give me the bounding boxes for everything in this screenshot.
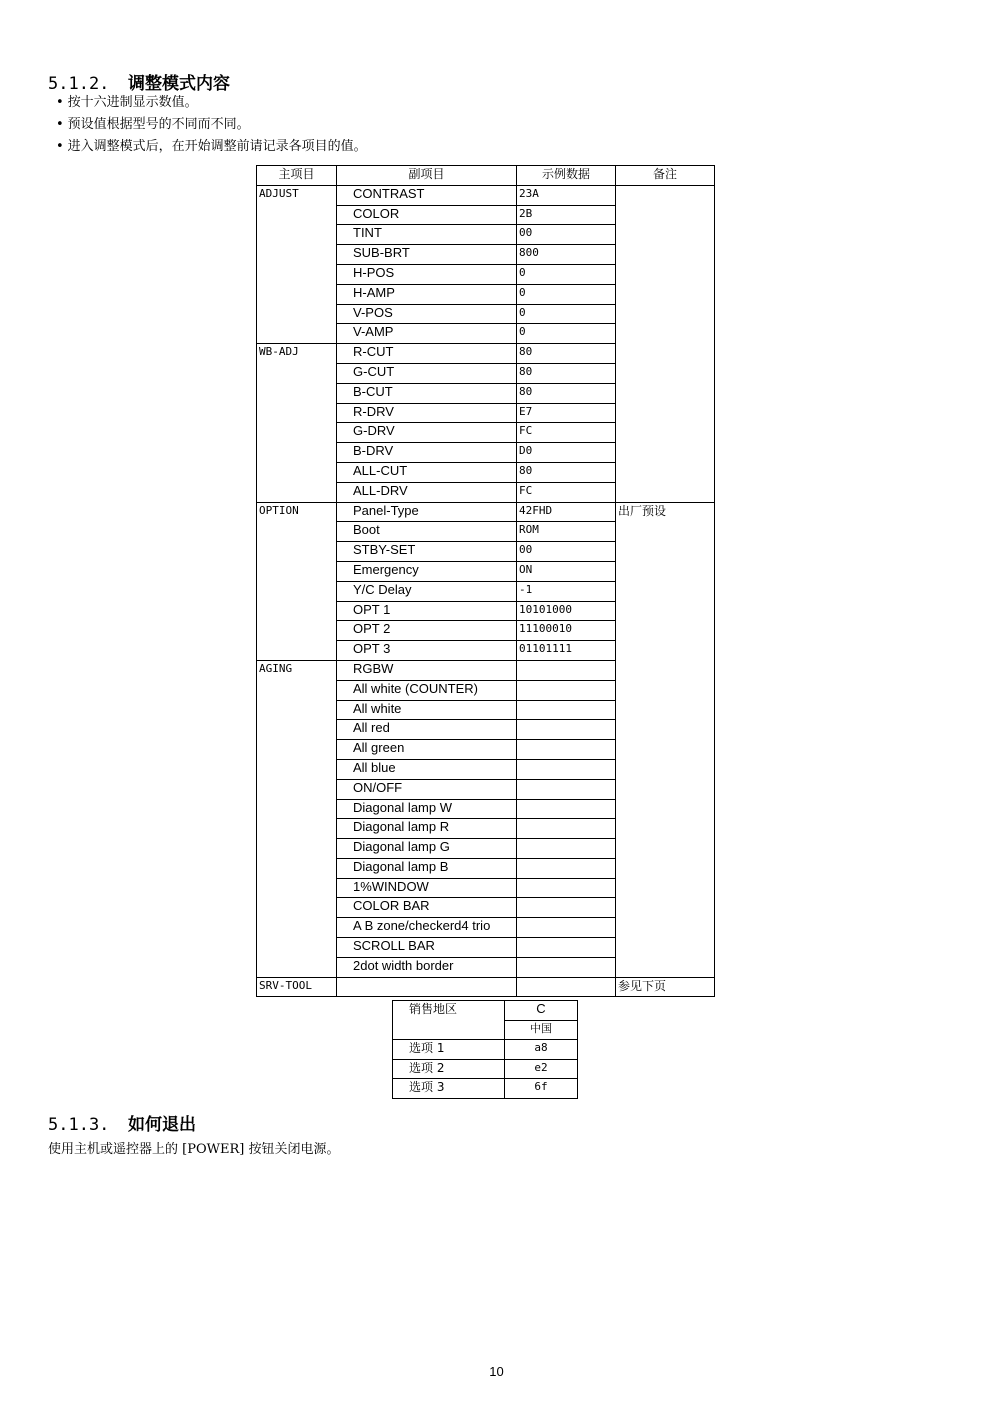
region-name: 中国 <box>505 1020 578 1040</box>
example-value-cell <box>517 938 616 958</box>
example-value-cell: 11100010 <box>517 621 616 641</box>
region-code: C <box>505 1001 578 1021</box>
example-value-cell: D0 <box>517 443 616 463</box>
exit-instruction: 使用主机或遥控器上的 [POWER] 按钮关闭电源。 <box>48 1142 340 1157</box>
region-row-label: 选项 1 <box>393 1040 505 1060</box>
sub-item-cell: CONTRAST <box>337 185 517 205</box>
sub-item-cell: A B zone/checkerd4 trio <box>337 918 517 938</box>
sub-item-cell: H-POS <box>337 264 517 284</box>
bullet-item: • 进入调整模式后，在开始调整前请记录各项目的值。 <box>56 137 367 159</box>
sub-item-cell: Diagonal lamp B <box>337 858 517 878</box>
sub-item-cell: B-DRV <box>337 443 517 463</box>
region-row-value: a8 <box>505 1040 578 1060</box>
sub-item-cell: All green <box>337 740 517 760</box>
example-value-cell: 10101000 <box>517 601 616 621</box>
example-value-cell <box>517 819 616 839</box>
example-value-cell: 80 <box>517 462 616 482</box>
region-row-value: 6f <box>505 1079 578 1099</box>
sub-item-cell: All blue <box>337 759 517 779</box>
region-row <box>393 1079 578 1099</box>
bullet-item: • 预设值根据型号的不同而不同。 <box>56 115 367 137</box>
region-header-row <box>393 1001 578 1021</box>
main-item-cell: AGING <box>257 660 337 977</box>
example-value-cell <box>517 680 616 700</box>
sub-item-cell: OPT 2 <box>337 621 517 641</box>
note-cell <box>616 185 715 502</box>
sub-item-cell: V-AMP <box>337 324 517 344</box>
region-row-label: 选项 3 <box>393 1079 505 1099</box>
example-value-cell <box>517 977 616 997</box>
table-body <box>257 185 715 997</box>
section-number: 5.1.3. <box>48 1115 110 1135</box>
example-value-cell <box>517 839 616 859</box>
sub-item-cell: ON/OFF <box>337 779 517 799</box>
example-value-cell <box>517 858 616 878</box>
sub-item-cell: R-DRV <box>337 403 517 423</box>
region-header-label: 销售地区 <box>393 1001 505 1021</box>
sub-item-cell: Diagonal lamp G <box>337 839 517 859</box>
sub-item-cell: Panel-Type <box>337 502 517 522</box>
region-row <box>393 1040 578 1060</box>
sub-item-cell: OPT 3 <box>337 641 517 661</box>
example-value-cell <box>517 740 616 760</box>
example-value-cell: FC <box>517 423 616 443</box>
example-value-cell: 01101111 <box>517 641 616 661</box>
example-value-cell: 0 <box>517 264 616 284</box>
example-value-cell <box>517 700 616 720</box>
header-example-data: 示例数据 <box>517 166 616 186</box>
header-note: 备注 <box>616 166 715 186</box>
sub-item-cell: COLOR BAR <box>337 898 517 918</box>
example-value-cell <box>517 878 616 898</box>
header-sub-item: 副项目 <box>337 166 517 186</box>
note-cell: 参见下页 <box>616 977 715 997</box>
example-value-cell: ON <box>517 561 616 581</box>
example-value-cell <box>517 799 616 819</box>
main-item-cell: SRV-TOOL <box>257 977 337 997</box>
sub-item-cell: B-CUT <box>337 383 517 403</box>
example-value-cell: -1 <box>517 581 616 601</box>
region-row-value: e2 <box>505 1059 578 1079</box>
example-value-cell: 0 <box>517 284 616 304</box>
example-value-cell: ROM <box>517 522 616 542</box>
sub-item-cell: SCROLL BAR <box>337 938 517 958</box>
bullet-item: • 按十六进制显示数值。 <box>56 93 367 115</box>
table-row <box>257 977 715 997</box>
example-value-cell <box>517 759 616 779</box>
bullet-list <box>56 93 367 159</box>
example-value-cell <box>517 918 616 938</box>
section-title: 调整模式内容 <box>128 74 230 94</box>
sub-item-cell: RGBW <box>337 660 517 680</box>
adjust-mode-table <box>256 165 715 997</box>
sub-item-cell: SUB-BRT <box>337 245 517 265</box>
sub-item-cell: All white <box>337 700 517 720</box>
sub-item-cell: 1%WINDOW <box>337 878 517 898</box>
example-value-cell <box>517 779 616 799</box>
sub-item-cell: ALL-CUT <box>337 462 517 482</box>
sub-item-cell: All white (COUNTER) <box>337 680 517 700</box>
region-row-label: 选项 2 <box>393 1059 505 1079</box>
example-value-cell: 23A <box>517 185 616 205</box>
example-value-cell: 800 <box>517 245 616 265</box>
header-main-item: 主项目 <box>257 166 337 186</box>
example-value-cell <box>517 898 616 918</box>
example-value-cell: 2B <box>517 205 616 225</box>
main-item-cell: ADJUST <box>257 185 337 343</box>
example-value-cell <box>517 660 616 680</box>
example-value-cell: 00 <box>517 542 616 562</box>
sub-item-cell: R-CUT <box>337 344 517 364</box>
note-cell: 出厂预设 <box>616 502 715 977</box>
sub-item-cell <box>337 977 517 997</box>
sales-region-table <box>392 1000 578 1099</box>
example-value-cell: 00 <box>517 225 616 245</box>
example-value-cell: 0 <box>517 304 616 324</box>
region-empty-cell <box>393 1020 505 1040</box>
sub-item-cell: All red <box>337 720 517 740</box>
section-title: 如何退出 <box>128 1115 196 1135</box>
example-value-cell <box>517 720 616 740</box>
sub-item-cell: OPT 1 <box>337 601 517 621</box>
sub-item-cell: H-AMP <box>337 284 517 304</box>
table-header-row <box>257 166 715 186</box>
example-value-cell: FC <box>517 482 616 502</box>
sub-item-cell: COLOR <box>337 205 517 225</box>
section-heading-512 <box>48 69 230 94</box>
sub-item-cell: G-CUT <box>337 363 517 383</box>
region-row <box>393 1059 578 1079</box>
main-item-cell: WB-ADJ <box>257 344 337 502</box>
sub-item-cell: Diagonal lamp R <box>337 819 517 839</box>
example-value-cell: 0 <box>517 324 616 344</box>
sub-item-cell: Emergency <box>337 561 517 581</box>
example-value-cell: E7 <box>517 403 616 423</box>
example-value-cell <box>517 957 616 977</box>
sub-item-cell: Y/C Delay <box>337 581 517 601</box>
example-value-cell: 80 <box>517 383 616 403</box>
table-row <box>257 502 715 522</box>
example-value-cell: 42FHD <box>517 502 616 522</box>
sub-item-cell: 2dot width border <box>337 957 517 977</box>
sub-item-cell: STBY-SET <box>337 542 517 562</box>
main-item-cell: OPTION <box>257 502 337 660</box>
example-value-cell: 80 <box>517 344 616 364</box>
sub-item-cell: TINT <box>337 225 517 245</box>
example-value-cell: 80 <box>517 363 616 383</box>
sub-item-cell: ALL-DRV <box>337 482 517 502</box>
section-number: 5.1.2. <box>48 74 110 94</box>
table-row <box>257 185 715 205</box>
section-heading-513 <box>48 1110 196 1135</box>
sub-item-cell: Diagonal lamp W <box>337 799 517 819</box>
sub-item-cell: Boot <box>337 522 517 542</box>
region-name-row <box>393 1020 578 1040</box>
sub-item-cell: V-POS <box>337 304 517 324</box>
page-number: 10 <box>489 1364 504 1379</box>
sub-item-cell: G-DRV <box>337 423 517 443</box>
